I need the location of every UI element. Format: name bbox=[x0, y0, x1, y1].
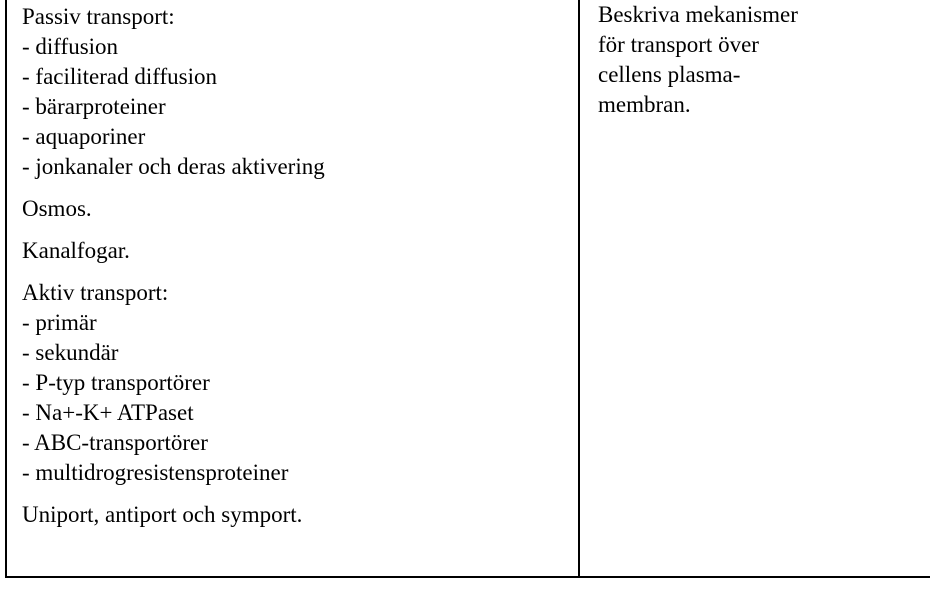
text-line: - aquaporiner bbox=[22, 124, 146, 149]
text-line: Kanalfogar. bbox=[22, 238, 130, 263]
text-line: Beskriva mekanismer bbox=[598, 2, 798, 27]
content-block-passiv-transport bbox=[22, 0, 568, 182]
text-line: cellens plasma- bbox=[598, 62, 741, 87]
block-spacer bbox=[22, 182, 568, 194]
text-line: - jonkanaler och deras aktivering bbox=[22, 154, 325, 179]
text-line: - faciliterad diffusion bbox=[22, 64, 218, 89]
text-line: - bärarproteiner bbox=[22, 94, 166, 119]
text-line: - diffusion bbox=[22, 34, 119, 59]
text-line: - Na+-K+ ATPaset bbox=[22, 400, 194, 425]
content-block-uniport bbox=[22, 500, 568, 530]
content-block-osmos bbox=[22, 194, 568, 224]
text-line: membran. bbox=[598, 92, 691, 117]
text-line: Aktiv transport: bbox=[22, 280, 169, 305]
objective-block bbox=[598, 0, 920, 120]
content-block-aktiv-transport bbox=[22, 278, 568, 488]
content-block-kanalfogar bbox=[22, 236, 568, 266]
table-bottom-border bbox=[5, 576, 930, 578]
text-line: - P-typ transportörer bbox=[22, 370, 210, 395]
text-line: Uniport, antiport och symport. bbox=[22, 502, 303, 527]
text-line: - sekundär bbox=[22, 340, 119, 365]
block-spacer bbox=[22, 488, 568, 500]
text-line: för transport över bbox=[598, 32, 759, 57]
text-line: - ABC-transportörer bbox=[22, 430, 208, 455]
text-line: Passiv transport: bbox=[22, 4, 175, 29]
text-line: Osmos. bbox=[22, 196, 92, 221]
block-spacer bbox=[22, 266, 568, 278]
table-cell-objective bbox=[578, 0, 930, 578]
text-line: - primär bbox=[22, 310, 97, 335]
block-spacer bbox=[22, 224, 568, 236]
text-line: - multidrogresistensproteiner bbox=[22, 460, 289, 485]
